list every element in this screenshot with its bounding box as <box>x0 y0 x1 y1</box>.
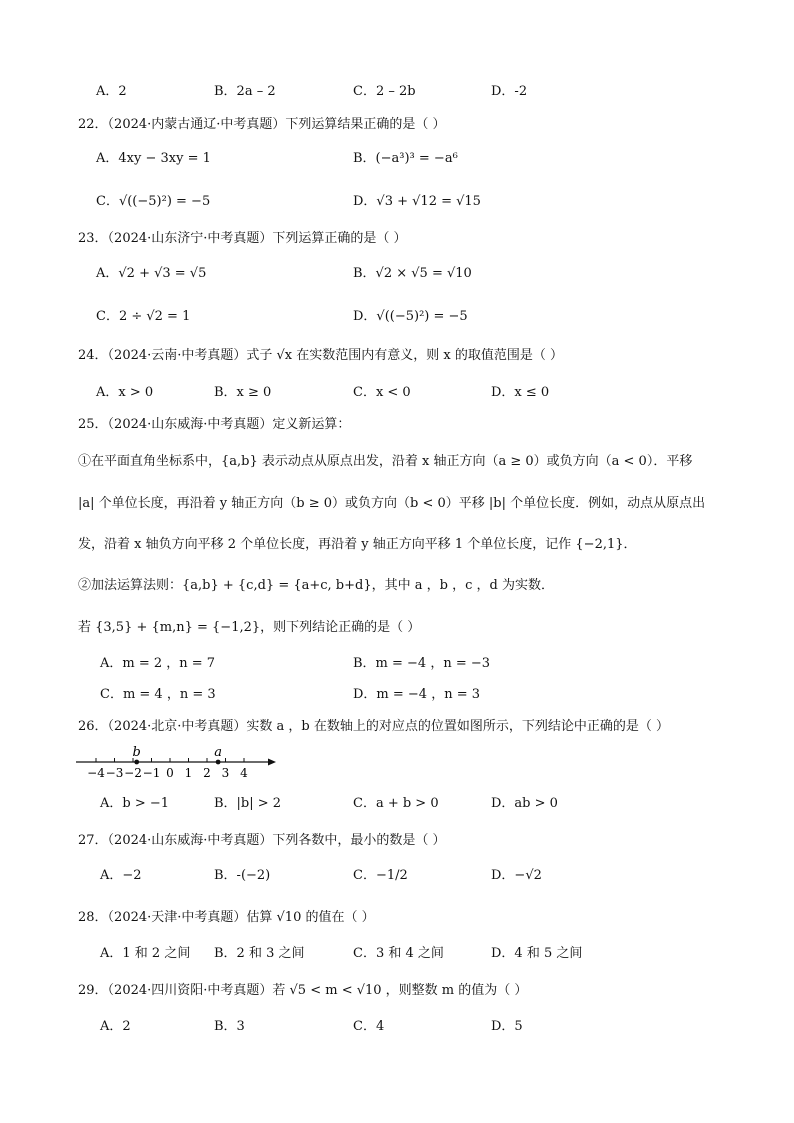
point-b-dot <box>134 760 139 765</box>
q25-option-b[interactable]: B．m = −4 ，n = −3 <box>353 656 491 671</box>
q25-stem: 25．（2024·山东威海·中考真题）定义新运算： <box>78 417 351 432</box>
point-a-label: a <box>214 745 222 760</box>
q21-option-c[interactable]: C．2 – 2b <box>353 84 416 99</box>
q23-option-c[interactable]: C．2 ÷ √2 = 1 <box>96 309 191 324</box>
axis-tick-label: 0 <box>166 766 174 780</box>
q28-stem: 28．（2024·天津·中考真题）估算 √10 的值在（ ） <box>78 910 375 925</box>
q25-rule2: ②加法运算法则：{a,b} + {c,d} = {a+c, b+d}，其中 a ，b ，c ，d 为实数． <box>78 578 554 593</box>
q24-stem: 24．（2024·云南·中考真题）式子 √x 在实数范围内有意义，则 x 的取值范围是（ ） <box>78 348 563 363</box>
q27-option-c[interactable]: C．−1/2 <box>353 868 408 883</box>
q24-option-b[interactable]: B．x ≥ 0 <box>214 385 272 400</box>
q28-option-d[interactable]: D．4 和 5 之间 <box>491 946 583 961</box>
q25-option-a[interactable]: A．m = 2 ，n = 7 <box>100 656 216 671</box>
q28-option-a[interactable]: A．1 和 2 之间 <box>100 946 191 961</box>
q22-option-c[interactable]: C．√((−5)²) = −5 <box>96 194 211 209</box>
q28-option-b[interactable]: B．2 和 3 之间 <box>214 946 305 961</box>
q21-option-a[interactable]: A．2 <box>96 84 127 99</box>
q29-option-d[interactable]: D．5 <box>491 1019 523 1034</box>
q21-option-b[interactable]: B．2a – 2 <box>214 84 276 99</box>
point-a-dot <box>216 760 221 765</box>
q26-stem: 26．（2024·北京·中考真题）实数 a ，b 在数轴上的对应点的位置如图所示，下列结论中正确的是（ ） <box>78 719 669 734</box>
q26-option-d[interactable]: D．ab > 0 <box>491 796 558 811</box>
q22-option-a[interactable]: A．4xy − 3xy = 1 <box>96 151 211 166</box>
q22-option-b[interactable]: B．(−a³)³ = −a⁶ <box>353 151 458 166</box>
q25-rule1-line3: 发，沿着 x 轴负方向平移 2 个单位长度，再沿着 y 轴正方向平移 1 个单位长度，记作 {−2,1}． <box>78 537 637 552</box>
q25-option-c[interactable]: C．m = 4 ，n = 3 <box>100 687 216 702</box>
q26-option-a[interactable]: A．b > −1 <box>100 796 170 811</box>
point-b-label: b <box>132 745 141 760</box>
q25-option-d[interactable]: D．m = −4 ，n = 3 <box>353 687 481 702</box>
q23-stem: 23．（2024·山东济宁·中考真题）下列运算正确的是（ ） <box>78 231 407 246</box>
q29-option-c[interactable]: C．4 <box>353 1019 385 1034</box>
q26-option-b[interactable]: B．|b| > 2 <box>214 796 282 811</box>
number-line-figure <box>72 738 282 780</box>
q25-rule1-line1: ①在平面直角坐标系中，{a,b} 表示动点从原点出发，沿着 x 轴正方向（a ≥ 0）或负方向（a < 0）．平移 <box>78 454 693 469</box>
q24-option-a[interactable]: A．x > 0 <box>96 385 154 400</box>
axis-tick-label: 2 <box>203 766 211 780</box>
q23-option-d[interactable]: D．√((−5)²) = −5 <box>353 309 468 324</box>
q29-option-b[interactable]: B．3 <box>214 1019 245 1034</box>
q25-rule1-line2: |a| 个单位长度，再沿着 y 轴正方向（b ≥ 0）或负方向（b < 0）平移 |b| 个单位长度．例如，动点从原点出 <box>78 496 706 511</box>
q23-option-b[interactable]: B．√2 × √5 = √10 <box>353 266 472 281</box>
q29-stem: 29．（2024·四川资阳·中考真题）若 √5 < m < √10 ，则整数 m 的值为（ ） <box>78 983 528 998</box>
axis-tick-label: 4 <box>240 766 248 780</box>
q26-option-c[interactable]: C．a + b > 0 <box>353 796 439 811</box>
q29-option-a[interactable]: A．2 <box>100 1019 131 1034</box>
q25-condition: 若 {3,5} + {m,n} = {−1,2}，则下列结论正确的是（ ） <box>78 620 421 635</box>
axis-tick-label: −1 <box>142 766 161 780</box>
axis-tick-label: −2 <box>124 766 142 780</box>
q28-option-c[interactable]: C．3 和 4 之间 <box>353 946 444 961</box>
axis-tick-label: −3 <box>105 766 124 780</box>
axis-tick-label: 1 <box>184 766 193 780</box>
q27-option-a[interactable]: A．−2 <box>100 868 142 883</box>
q21-option-d[interactable]: D．-2 <box>491 84 528 99</box>
axis-tick-label: 3 <box>221 766 230 780</box>
q27-option-d[interactable]: D．−√2 <box>491 868 542 883</box>
q27-option-b[interactable]: B．-(−2) <box>214 868 271 883</box>
q27-stem: 27．（2024·山东威海·中考真题）下列各数中，最小的数是（ ） <box>78 833 446 848</box>
q22-option-d[interactable]: D．√3 + √12 = √15 <box>353 194 481 209</box>
q23-option-a[interactable]: A．√2 + √3 = √5 <box>96 266 207 281</box>
axis-arrow-icon <box>268 759 276 766</box>
q24-option-d[interactable]: D．x ≤ 0 <box>491 385 550 400</box>
q22-stem: 22．（2024·内蒙古通辽·中考真题）下列运算结果正确的是（ ） <box>78 117 446 132</box>
q24-option-c[interactable]: C．x < 0 <box>353 385 411 400</box>
axis-tick-label: −4 <box>87 766 105 780</box>
